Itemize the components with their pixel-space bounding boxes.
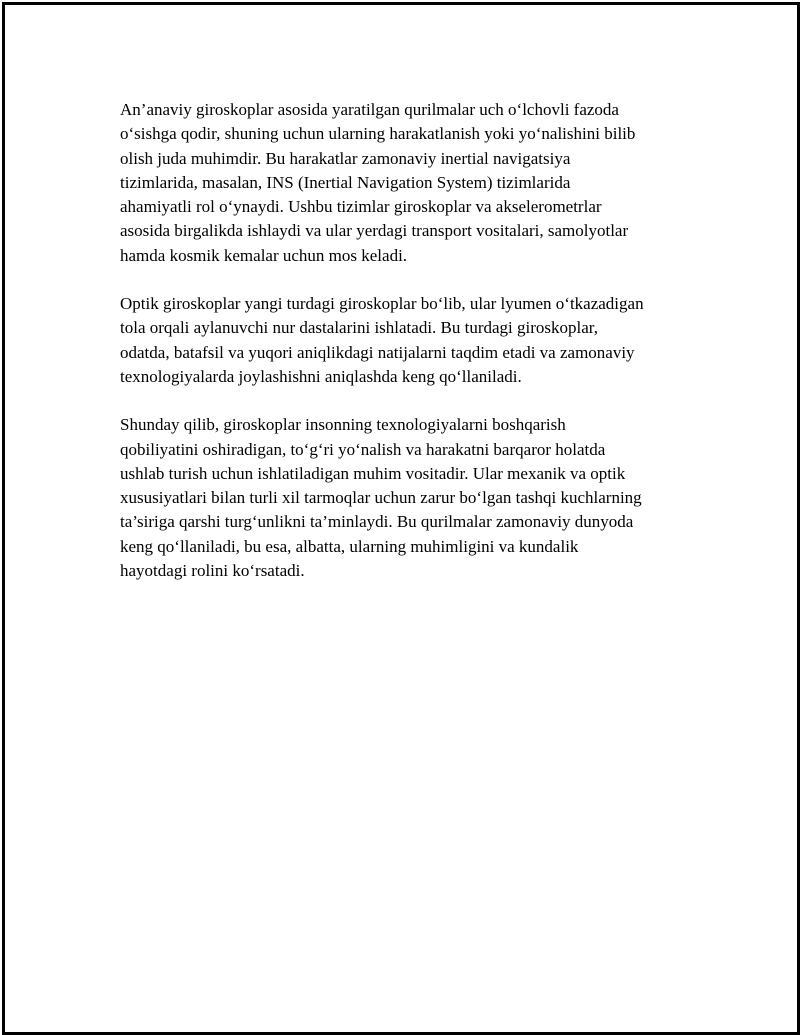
page-frame — [2, 2, 800, 1035]
paragraph-1: An’anaviy giroskoplar asosida yaratilgan qurilmalar uch o‘lchovli fazoda o‘sishga qodir, shuning uchun ularning harakatlanish yoki yo‘nalishini bilib olish juda muhimdir. Bu harakatlar zamonaviy inertial navigatsiya tizimlarida, masalan, INS (Inertial Navigation System) tizimlarida ahamiyatli rol o‘ynaydi. Ushbu tizimlar giroskoplar va akselerometrlar asosida birgalikda ishlaydi va ular yerdagi transport vositalari, samolyotlar hamda kosmik kemalar uchun mos keladi. — [120, 100, 636, 265]
paragraph-2: Optik giroskoplar yangi turdagi giroskoplar bo‘lib, ular lyumen o‘tkazadigan tola orqali aylanuvchi nur dastalarini ishlatadi. Bu turdagi giroskoplar, odatda, batafsil va yuqori aniqlikdagi natijalarni taqdim etadi va zamonaviy texnologiyalarda joylashishni aniqlashda keng qo‘llaniladi. — [120, 294, 644, 386]
paragraph-3: Shunday qilib, giroskoplar insonning texnologiyalarni boshqarish qobiliyatini oshiradigan, to‘g‘ri yo‘nalish va harakatni barqaror holatda ushlab turish uchun ishlatiladigan muhim vositadir. Ular mexanik va optik xususiyatlari bilan turli xil tarmoqlar uchun zarur bo‘lgan tashqi kuchlarning ta’siriga qarshi turg‘unlikni ta’minlaydi. Bu qurilmalar zamonaviy dunyoda keng qo‘llaniladi, bu esa, albatta, ularning muhimligini va kundalik hayotdagi rolini ko‘rsatadi. — [120, 415, 642, 581]
document-body — [120, 98, 700, 607]
